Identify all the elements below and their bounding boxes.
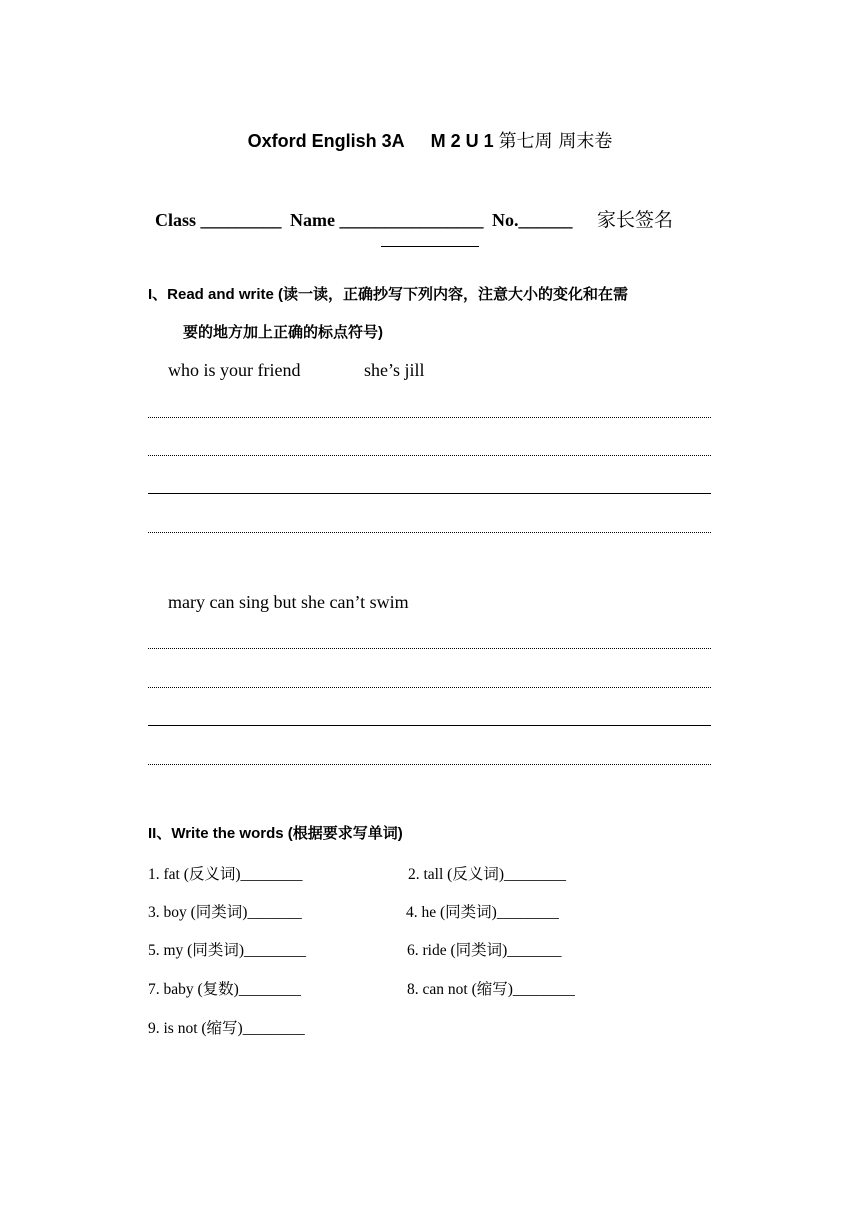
word-item-1[interactable]: 1. fat (反义词)________ bbox=[148, 866, 303, 883]
student-info-row bbox=[155, 205, 677, 232]
sentence-1a: who is your friend bbox=[168, 360, 301, 380]
writing-line-dotted[interactable] bbox=[148, 417, 711, 418]
writing-line-dotted[interactable] bbox=[148, 764, 711, 765]
number-field[interactable]: No.______ bbox=[492, 210, 573, 230]
unit-text: M 2 U 1 bbox=[430, 131, 494, 151]
parent-signature-label: 家长签名 bbox=[597, 209, 674, 231]
name-field[interactable]: Name ________________ bbox=[290, 210, 484, 230]
writing-line-baseline[interactable] bbox=[148, 725, 711, 726]
section1-title-continued: 要的地方加上正确的标点符号) bbox=[183, 324, 383, 341]
writing-line-dotted[interactable] bbox=[148, 532, 711, 533]
word-item-7[interactable]: 7. baby (复数)________ bbox=[148, 981, 301, 998]
title-text: Oxford English 3A bbox=[247, 131, 405, 151]
word-item-8[interactable]: 8. can not (缩写)________ bbox=[407, 981, 575, 998]
section2-title: II、Write the words (根据要求写单词) bbox=[148, 825, 403, 842]
writing-line-dotted[interactable] bbox=[148, 455, 711, 456]
word-item-2[interactable]: 2. tall (反义词)________ bbox=[408, 866, 566, 883]
parent-signature-line[interactable] bbox=[381, 246, 479, 247]
writing-line-baseline[interactable] bbox=[148, 493, 711, 494]
writing-line-dotted[interactable] bbox=[148, 687, 711, 688]
sentence-1b: she’s jill bbox=[364, 360, 425, 380]
sentence-2: mary can sing but she can’t swim bbox=[168, 592, 409, 612]
subtitle-text: 第七周 周末卷 bbox=[498, 131, 613, 152]
section1-title: I、Read and write (读一读，正确抄写下列内容，注意大小的变化和在需 bbox=[148, 286, 629, 303]
word-item-3[interactable]: 3. boy (同类词)_______ bbox=[148, 904, 302, 921]
word-item-5[interactable]: 5. my (同类词)________ bbox=[148, 942, 307, 959]
word-item-4[interactable]: 4. he (同类词)________ bbox=[406, 904, 559, 921]
writing-line-dotted[interactable] bbox=[148, 648, 711, 649]
class-field[interactable]: Class _________ bbox=[155, 210, 282, 230]
word-item-9[interactable]: 9. is not (缩写)________ bbox=[148, 1020, 305, 1037]
word-item-6[interactable]: 6. ride (同类词)_______ bbox=[407, 942, 562, 959]
page-title bbox=[0, 127, 860, 153]
